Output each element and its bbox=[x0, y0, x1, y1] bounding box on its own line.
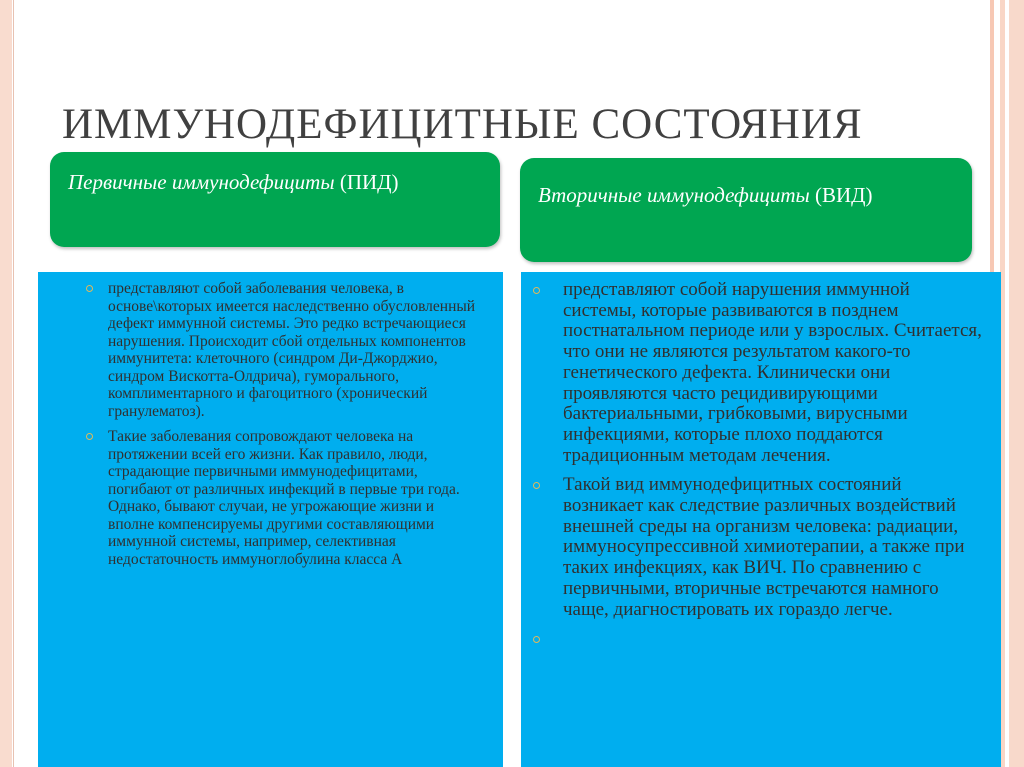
list-item bbox=[533, 629, 983, 650]
list-item bbox=[533, 280, 983, 466]
bullet-icon bbox=[86, 433, 93, 440]
bullet-icon bbox=[533, 482, 540, 489]
list-item bbox=[86, 280, 483, 420]
list-item-text: Такие заболевания сопровождают человека на протяжении всей его жизни. Как правило, люди, страдающие первичными иммунодефицитами, погибают от различных инфекций в первые три года. Однако, бывают случаи, не угрожающие жизни и вполне компенсируемы другими составляющими иммунной системы, например, селективная недостаточность иммуноглобулина класса А bbox=[108, 428, 460, 568]
secondary-heading-text: Вторичные иммунодефициты bbox=[538, 183, 810, 207]
list-item-text: представляют собой заболевания человека, в основе\которых имеется наследственно обусловленный дефект иммунной системы. Это редко встречающиеся нарушения. Происходит сбой отдельных компонентов иммунитета: клеточного (синдром Ди-Джорджио, синдром Вискотта-Олдрича), гуморального, комплиментарного и фагоцитного (хронический гранулематоз). bbox=[108, 280, 476, 420]
slide-title: ИММУНОДЕФИЦИТНЫЕ СОСТОЯНИЯ bbox=[62, 101, 863, 148]
bullet-icon bbox=[533, 636, 540, 643]
primary-content-panel bbox=[38, 272, 503, 767]
secondary-heading-box bbox=[520, 158, 972, 262]
slide-frame-line bbox=[13, 0, 14, 767]
primary-heading-box bbox=[50, 152, 500, 247]
bullet-icon bbox=[86, 285, 93, 292]
secondary-heading-abbr: (ВИД) bbox=[814, 183, 873, 207]
primary-list bbox=[86, 280, 483, 568]
secondary-content-panel bbox=[521, 272, 1001, 767]
list-item-text: Такой вид иммунодефицитных состояний возникает как следствие различных воздействий внешней среды на организм человека: радиации, иммуносупрессивной химиотерапии, а также при таких инфекциях, как ВИЧ. По сравнению с первичными, вторичные встречаются намного чаще, диагностировать их гораздо легче. bbox=[563, 474, 965, 620]
bullet-icon bbox=[533, 287, 540, 294]
slide-frame-left bbox=[0, 0, 12, 767]
secondary-list bbox=[533, 280, 983, 650]
list-item bbox=[533, 475, 983, 620]
list-item bbox=[86, 428, 483, 568]
list-item-text: представляют собой нарушения иммунной системы, которые развиваются в позднем постнатальном периоде или у взрослых. Считается, что они не являются результатом какого-то генетического дефекта. Клинически они проявляются часто рецидивирующими бактериальными, грибковыми, вирусными инфекциями, которые плохо поддаются традиционным методам лечения. bbox=[563, 279, 982, 466]
primary-heading-text: Первичные иммунодефициты bbox=[68, 170, 335, 194]
primary-heading-abbr: (ПИД) bbox=[339, 170, 399, 194]
